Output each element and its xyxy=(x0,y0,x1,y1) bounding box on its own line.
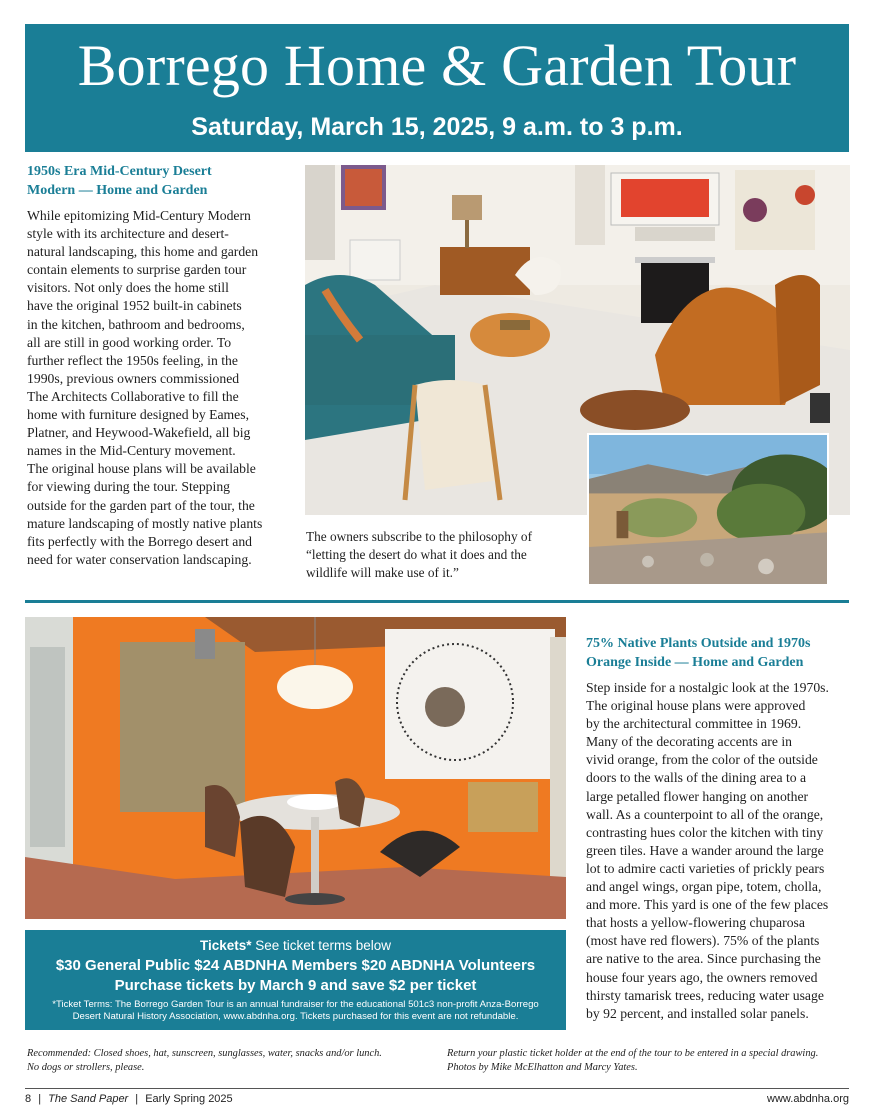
text-line: The Architects Collaborative to fill the xyxy=(27,388,239,404)
text-line: Step inside for a nostalgic look at the 1970s. xyxy=(586,680,829,695)
event-date: Saturday, March 15, 2025, 9 a.m. to 3 p.m. xyxy=(191,113,683,141)
photo-credit-note: Return your plastic ticket holder at the end of the tour to be entered in a special drawing. Photos by Mike McElhatton and Marcy Yates. xyxy=(447,1048,819,1073)
recommendation-note: Recommended: Closed shoes, hat, sunscreen, sunglasses, water, snacks and/or lunch. No dogs or strollers, please. xyxy=(27,1048,382,1073)
page-number: 8 xyxy=(25,1093,32,1105)
text-line: house four years ago, the owners removed xyxy=(586,969,818,985)
text-line: The owners subscribe to the philosophy of xyxy=(306,529,533,544)
text-line: need for water conservation landscaping. xyxy=(27,551,252,567)
tickets-label: Tickets* See ticket terms below xyxy=(199,938,392,953)
text-line: visitors. Not only does the home still xyxy=(27,280,229,296)
text-line: further reflect the 1950s feeling, in the xyxy=(27,352,238,368)
text-line: for viewing during the tour. Stepping xyxy=(27,479,231,495)
text-line: Many of the decorating accents are in xyxy=(586,734,792,750)
garden-caption xyxy=(306,528,584,582)
title-banner xyxy=(25,24,849,152)
ticket-prices: $30 General Public $24 ABDNHA Members $20 ABDNHA Volunteers xyxy=(55,957,536,974)
text-line: that hosts a yellow-flowering chuparosa xyxy=(586,915,805,931)
section1-heading: 1950s Era Mid-Century Desert Modern — Home and Garden xyxy=(27,164,212,198)
text-line: mature landscaping of mostly native plants xyxy=(27,515,263,531)
text-line: style with its architecture and desert- xyxy=(27,226,229,242)
tickets-box xyxy=(25,930,566,1030)
text-line: and more. This yard is one of the few places xyxy=(586,897,829,913)
footer-left: 8 | The Sand Paper | Early Spring 2025 xyxy=(25,1093,233,1105)
text-line: The original house plans were approved xyxy=(586,698,806,714)
text-line: large petalled flower hanging on another xyxy=(586,788,809,804)
text-line: outside for the garden part of the tour, the xyxy=(27,497,255,513)
section-divider xyxy=(25,600,849,603)
text-line: in the kitchen, bathroom and bedrooms, xyxy=(27,316,245,332)
text-line: contrasting hues color the kitchen with tiny xyxy=(586,824,824,840)
footer-rule xyxy=(25,1088,849,1089)
publication-name: The Sand Paper xyxy=(48,1093,129,1105)
text-line: Platner, and Heywood-Wakefield, all big xyxy=(27,425,251,441)
text-line: “letting the desert do what it does and the xyxy=(306,547,527,562)
text-line: The original house plans will be available xyxy=(27,461,256,477)
text-line: 1990s, previous owners commissioned xyxy=(27,370,240,386)
text-line: are native to the area. Since purchasing the xyxy=(586,951,821,967)
text-line: by the architectural committee in 1969. xyxy=(586,716,802,732)
text-line: home with furniture designed by Eames, xyxy=(27,407,249,423)
ticket-promo: Purchase tickets by March 9 and save $2 per ticket xyxy=(114,977,477,994)
text-line: wall. As a counterpoint to all of the orange, xyxy=(586,806,824,822)
text-line: While epitomizing Mid-Century Modern xyxy=(27,208,251,223)
text-line: natural landscaping, this home and garden xyxy=(27,244,259,260)
text-line: by 92 percent, and installed solar panels. xyxy=(586,1005,809,1021)
text-line: vivid orange, from the color of the outside xyxy=(586,752,818,768)
section2-heading: 75% Native Plants Outside and 1970s Orange Inside — Home and Garden xyxy=(586,636,811,670)
text-line: (most have red flowers). 75% of the plants xyxy=(586,933,820,949)
text-line: doors to the walls of the dining area to a xyxy=(586,770,807,786)
section1-body xyxy=(27,207,302,569)
footer-website[interactable]: www.abdnha.org xyxy=(767,1093,849,1105)
issue-name: Early Spring 2025 xyxy=(145,1093,233,1105)
text-line: wildlife will make use of it.” xyxy=(306,565,459,580)
section2-body xyxy=(586,679,852,1023)
desert-garden-photo xyxy=(587,433,829,586)
page-title: Borrego Home & Garden Tour xyxy=(77,33,797,98)
text-line: all are still in good working order. To xyxy=(27,334,232,350)
ticket-terms: *Ticket Terms: The Borrego Garden Tour is an annual fundraiser for the educational 501c3 non-profit Anza-Borrego Desert Natural History Association, www.abdnha.org. Tickets purchased for this event are not refundable. xyxy=(52,999,539,1022)
text-line: lot to admire cacti varieties of prickly pears xyxy=(586,860,825,876)
text-line: names in the Mid-Century movement. xyxy=(27,443,236,459)
text-line: contain elements to surprise garden tour xyxy=(27,262,247,278)
text-line: green tiles. Have a wander around the large xyxy=(586,842,824,858)
text-line: fits perfectly with the Borrego desert and xyxy=(27,533,253,549)
text-line: have the original 1952 built-in cabinets xyxy=(27,298,242,314)
dining-room-photo xyxy=(25,617,566,919)
text-line: and angel wings, organ pipe, totem, cholla, xyxy=(586,879,822,895)
text-line: thirsty tamarisk trees, reducing water usage xyxy=(586,987,824,1003)
